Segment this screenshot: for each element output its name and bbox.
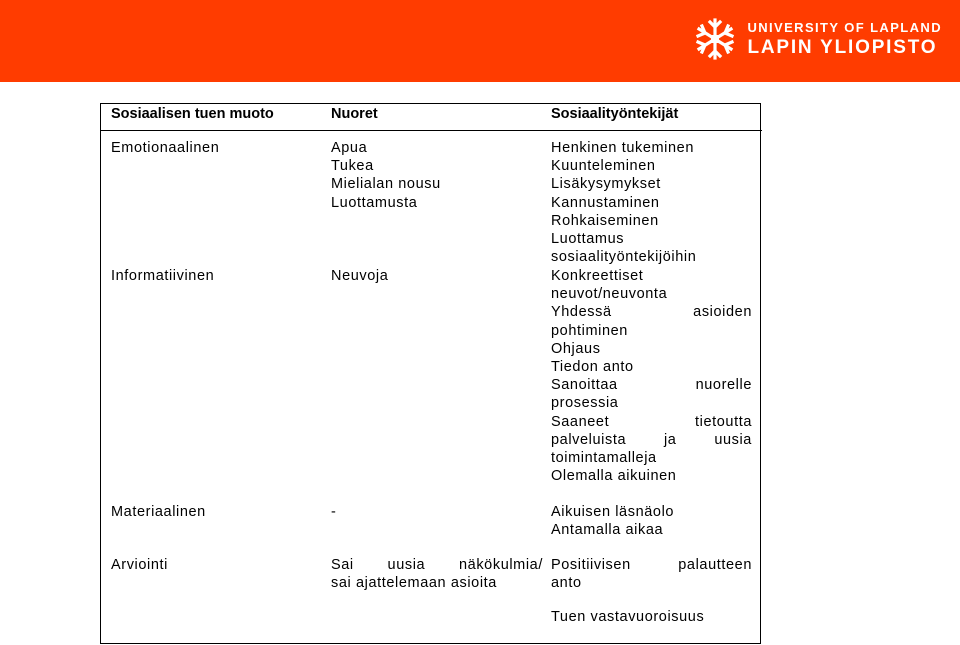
word: Saaneet xyxy=(551,413,610,430)
list-item: - xyxy=(331,504,337,520)
list-item xyxy=(551,431,752,449)
word: palautteen xyxy=(678,557,752,573)
list-item: pohtiminen xyxy=(551,322,628,339)
header-banner xyxy=(0,0,960,82)
list-item: sai ajattelemaan asioita xyxy=(331,575,497,592)
list-item: toimintamalleja xyxy=(551,450,657,467)
list-item: Kannustaminen xyxy=(551,194,660,211)
support-type-informative: Informatiivinen xyxy=(111,268,215,284)
list-item: prosessia xyxy=(551,395,619,412)
workers-cell-emotional xyxy=(551,139,752,266)
list-item: Konkreettiset xyxy=(551,268,644,284)
list-item xyxy=(331,556,543,574)
list-item: Antamalla aikaa xyxy=(551,522,664,539)
youth-cell-emotional xyxy=(331,139,543,212)
list-item: Olemalla aikuinen xyxy=(551,468,677,485)
header-divider xyxy=(101,130,762,131)
word: Sanoittaa xyxy=(551,377,618,394)
workers-cell-assessment xyxy=(551,556,752,627)
list-item: Luottamus xyxy=(551,231,625,248)
list-item: Tiedon anto xyxy=(551,359,634,376)
list-item: Lisäkysymykset xyxy=(551,176,661,193)
list-item: sosiaalityöntekijöihin xyxy=(551,249,697,266)
list-item xyxy=(551,303,752,321)
word: näkökulmia/ xyxy=(459,557,543,573)
list-item: Tukea xyxy=(331,158,374,175)
workers-cell-informative xyxy=(551,267,752,485)
word: nuorelle xyxy=(695,377,752,394)
social-support-table xyxy=(100,103,761,644)
support-type-material: Materiaalinen xyxy=(111,504,206,520)
youth-cell-assessment xyxy=(331,556,543,592)
list-item xyxy=(551,592,752,608)
header-youth: Nuoret xyxy=(331,106,378,122)
list-item: anto xyxy=(551,575,582,592)
list-item xyxy=(551,376,752,394)
word: Sai xyxy=(331,557,354,573)
snowflake-logo-icon xyxy=(695,17,735,61)
list-item: Neuvoja xyxy=(331,268,389,284)
list-item xyxy=(551,413,752,431)
word: Positiivisen xyxy=(551,557,631,573)
list-item: Mielialan nousu xyxy=(331,176,441,193)
workers-cell-material xyxy=(551,503,752,539)
list-item: Luottamusta xyxy=(331,194,418,211)
list-item: Henkinen tukeminen xyxy=(551,140,694,156)
logo-university-name: UNIVERSITY OF LAPLAND xyxy=(747,20,942,35)
header-social-workers: Sosiaalityöntekijät xyxy=(551,106,679,122)
list-item: Tuen vastavuoroisuus xyxy=(551,609,705,626)
logo-finnish-name: LAPIN YLIOPISTO xyxy=(747,37,938,58)
university-logo xyxy=(695,14,942,64)
word: uusia xyxy=(387,557,426,573)
youth-cell-material xyxy=(331,503,543,521)
list-item: Ohjaus xyxy=(551,340,601,357)
list-item: Aikuisen läsnäolo xyxy=(551,504,675,520)
list-item: Apua xyxy=(331,140,368,156)
list-item: neuvot/neuvonta xyxy=(551,286,668,303)
list-item xyxy=(551,556,752,574)
word: ja xyxy=(663,431,677,448)
list-item: Kuunteleminen xyxy=(551,158,656,175)
word: asioiden xyxy=(693,304,752,321)
word: palveluista xyxy=(551,431,627,448)
list-item: Rohkaiseminen xyxy=(551,212,659,229)
word: uusia xyxy=(714,431,752,448)
youth-cell-informative xyxy=(331,267,543,285)
support-type-emotional: Emotionaalinen xyxy=(111,140,220,156)
word: Yhdessä xyxy=(551,304,612,321)
word: tietoutta xyxy=(695,413,752,430)
header-support-type: Sosiaalisen tuen muoto xyxy=(111,106,274,122)
support-type-assessment: Arviointi xyxy=(111,557,168,573)
